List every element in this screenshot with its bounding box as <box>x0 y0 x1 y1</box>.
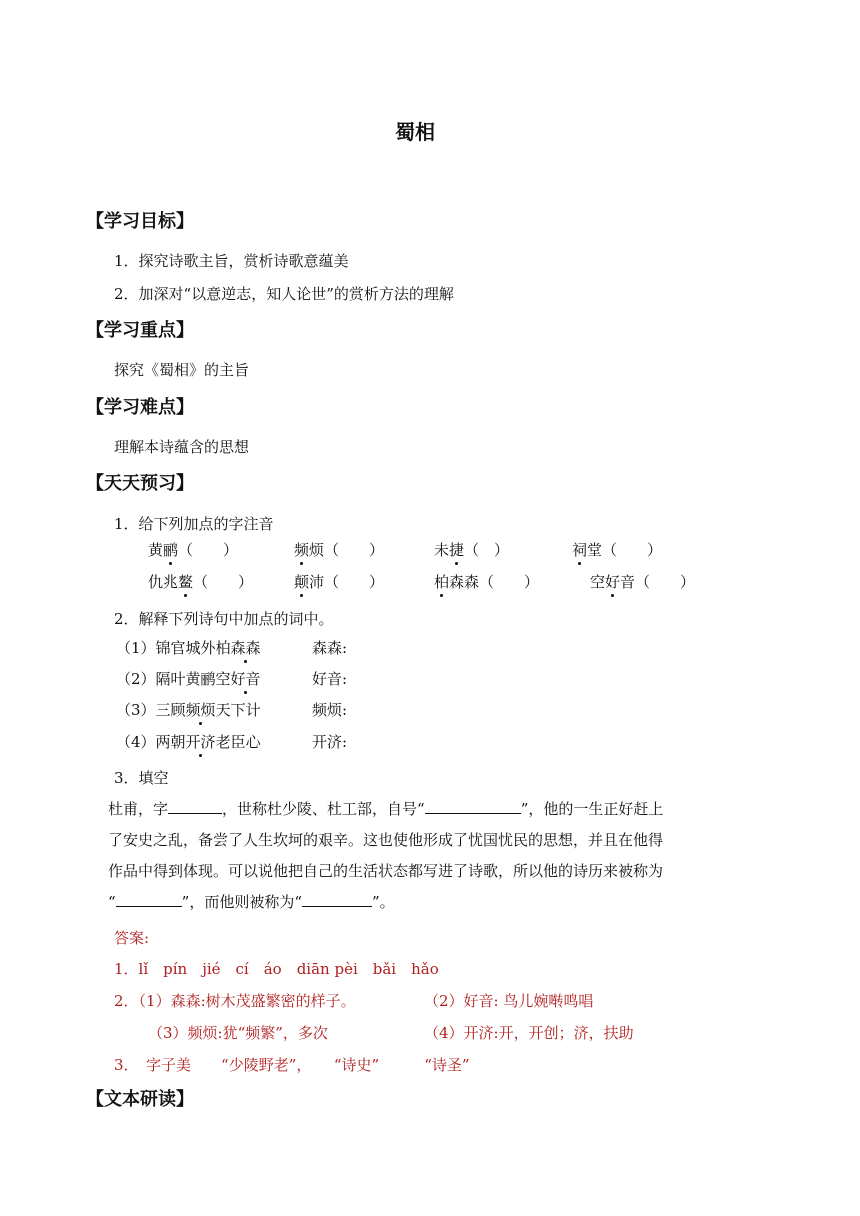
difficulty-text: 理解本诗蕴含的思想 <box>114 438 250 456</box>
answer-1: 1．lǐ pín jié cí áo diān pèi bǎi hǎo <box>114 960 439 978</box>
fill-line-1: 杜甫，字 ，世称杜少陵、杜工部，自号“ ”，他的一生正好赶上 <box>108 800 664 818</box>
fill-line-4: “ ”，而他则被称为“ ”。 <box>108 893 395 911</box>
pinyin-item: 柏森森（ ） <box>434 573 540 591</box>
explain-line: （2）隔叶黄鹂空好音 <box>116 670 261 688</box>
pinyin-item: 黄鹂（ ） <box>148 541 239 559</box>
question-3-title: 3．填空 <box>114 769 169 787</box>
answer-2-1: 2．（1）森森:树木茂盛繁密的样子。 <box>114 992 356 1010</box>
answer-3: 3． 字子美 “少陵野老”， “诗史” “诗圣” <box>114 1056 470 1074</box>
pinyin-item: 空好音（ ） <box>590 573 696 591</box>
pinyin-item: 频烦（ ） <box>294 541 385 559</box>
heading-reading: 【文本研读】 <box>86 1089 194 1110</box>
fill-line-2: 了安史之乱，备尝了人生坎坷的艰辛。这也使他形成了忧国忧民的思想，并且在他得 <box>108 831 664 849</box>
heading-preview: 【天天预习】 <box>86 473 194 494</box>
answer-label: 答案: <box>114 929 150 947</box>
pinyin-item: 颠沛（ ） <box>294 573 385 591</box>
objective-1: 1．探究诗歌主旨，赏析诗歌意蕴美 <box>114 252 349 270</box>
answer-2-4: （4）开济:开，开创；济，扶助 <box>424 1024 634 1042</box>
explain-word: 森森: <box>312 639 348 657</box>
explain-word: 好音: <box>312 670 348 688</box>
question-1-title: 1．给下列加点的字注音 <box>114 515 274 533</box>
pinyin-item: 仇兆鳌（ ） <box>148 573 254 591</box>
pinyin-item: 未捷（ ） <box>434 541 510 559</box>
explain-line: （3）三顾频烦天下计 <box>116 701 261 719</box>
fill-line-3: 作品中得到体现。可以说他把自己的生活状态都写进了诗歌，所以他的诗历来被称为 <box>108 862 664 880</box>
question-2-title: 2．解释下列诗句中加点的词中。 <box>114 610 334 628</box>
heading-focus: 【学习重点】 <box>86 320 194 341</box>
explain-line: （1）锦官城外柏森森 <box>116 639 261 657</box>
explain-word: 开济: <box>312 733 348 751</box>
explain-line: （4）两朝开济老臣心 <box>116 733 261 751</box>
objective-2: 2．加深对“以意逆志，知人论世”的赏析方法的理解 <box>114 285 454 303</box>
heading-objectives: 【学习目标】 <box>86 211 194 232</box>
page-title: 蜀相 <box>395 120 435 144</box>
pinyin-item: 祠堂（ ） <box>572 541 663 559</box>
focus-text: 探究《蜀相》的主旨 <box>114 361 250 379</box>
answer-2-2: （2）好音: 鸟儿婉啭鸣唱 <box>424 992 594 1010</box>
explain-word: 频烦: <box>312 701 348 719</box>
answer-2-3: （3）频烦:犹“频繁”，多次 <box>148 1024 328 1042</box>
heading-difficulty: 【学习难点】 <box>86 397 194 418</box>
